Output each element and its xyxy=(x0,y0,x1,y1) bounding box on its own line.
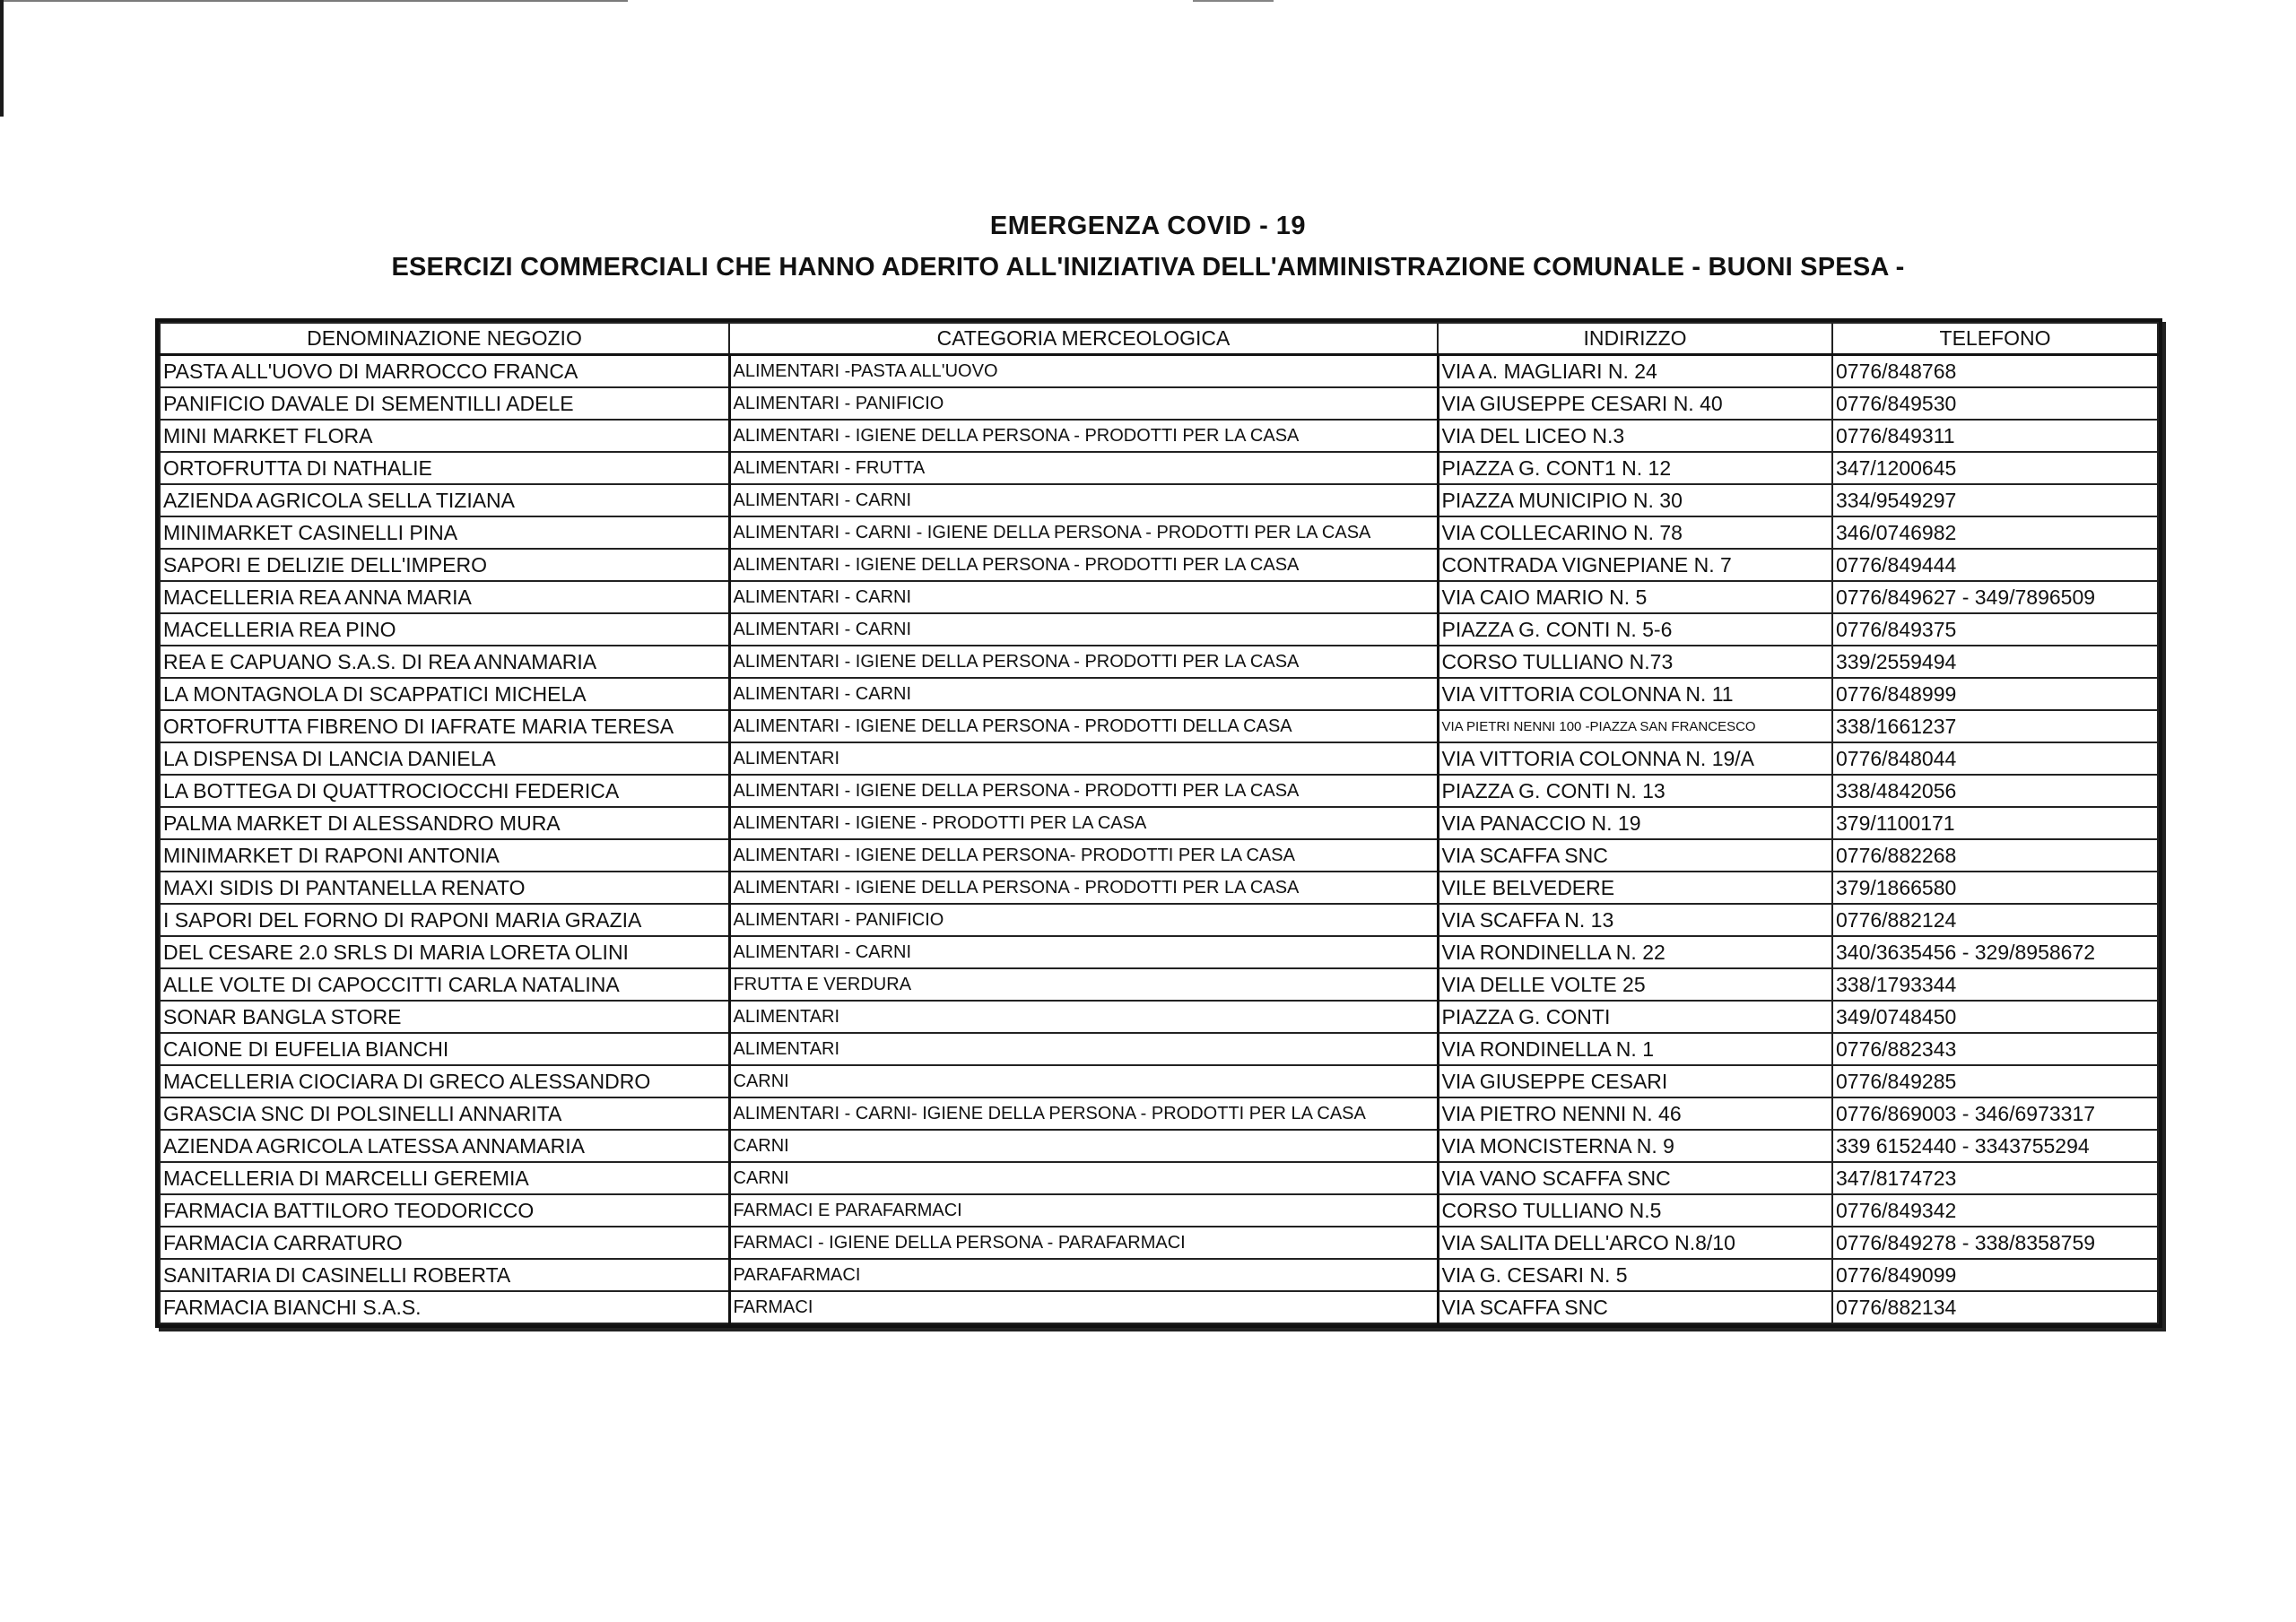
address-cell: CORSO TULLIANO N.73 xyxy=(1438,646,1832,678)
shop-name-cell: FARMACIA CARRATURO xyxy=(160,1227,729,1259)
address-cell: VIA DELLE VOLTE 25 xyxy=(1438,968,1832,1001)
phone-cell: 0776/882124 xyxy=(1832,904,2158,936)
document-subtitle: ESERCIZI COMMERCIALI CHE HANNO ADERITO ALL'INIZIATIVA DELL'AMMINISTRAZIONE COMUNALE - BUONI SPESA - xyxy=(391,253,1905,282)
phone-cell: 0776/849099 xyxy=(1832,1259,2158,1291)
address-cell: VIA G. CESARI N. 5 xyxy=(1438,1259,1832,1291)
table-row xyxy=(160,1259,2158,1291)
address-cell: PIAZZA G. CONTI N. 5-6 xyxy=(1438,613,1832,646)
address-cell: CORSO TULLIANO N.5 xyxy=(1438,1194,1832,1227)
table-row xyxy=(160,1130,2158,1162)
category-cell: ALIMENTARI - PANIFICIO xyxy=(729,904,1438,936)
category-cell: CARNI xyxy=(729,1130,1438,1162)
shop-name-cell: GRASCIA SNC DI POLSINELLI ANNARITA xyxy=(160,1097,729,1130)
shop-name-cell: SONAR BANGLA STORE xyxy=(160,1001,729,1033)
table-row xyxy=(160,839,2158,872)
table-row xyxy=(160,613,2158,646)
shop-name-cell: MACELLERIA REA ANNA MARIA xyxy=(160,581,729,613)
address-cell: VIA DEL LICEO N.3 xyxy=(1438,420,1832,452)
table-row xyxy=(160,484,2158,516)
phone-cell: 0776/848999 xyxy=(1832,678,2158,710)
phone-cell: 0776/882134 xyxy=(1832,1291,2158,1323)
shop-name-cell: MINIMARKET DI RAPONI ANTONIA xyxy=(160,839,729,872)
phone-cell: 0776/849530 xyxy=(1832,387,2158,420)
address-cell: VIA PIETRI NENNI 100 -PIAZZA SAN FRANCESCO xyxy=(1438,710,1832,742)
address-cell: VIA CAIO MARIO N. 5 xyxy=(1438,581,1832,613)
column-header-name: DENOMINAZIONE NEGOZIO xyxy=(160,323,729,355)
shop-name-cell: ALLE VOLTE DI CAPOCCITTI CARLA NATALINA xyxy=(160,968,729,1001)
table-header-row xyxy=(160,323,2158,355)
shops-table xyxy=(159,322,2159,1324)
shop-name-cell: SANITARIA DI CASINELLI ROBERTA xyxy=(160,1259,729,1291)
phone-cell: 0776/849444 xyxy=(1832,549,2158,581)
shop-name-cell: FARMACIA BIANCHI S.A.S. xyxy=(160,1291,729,1323)
category-cell: PARAFARMACI xyxy=(729,1259,1438,1291)
table-row xyxy=(160,549,2158,581)
category-cell: ALIMENTARI - CARNI - IGIENE DELLA PERSONA - PRODOTTI PER LA CASA xyxy=(729,516,1438,549)
shop-name-cell: CAIONE DI EUFELIA BIANCHI xyxy=(160,1033,729,1065)
category-cell: FRUTTA E VERDURA xyxy=(729,968,1438,1001)
shop-name-cell: MACELLERIA CIOCIARA DI GRECO ALESSANDRO xyxy=(160,1065,729,1097)
category-cell: ALIMENTARI - IGIENE DELLA PERSONA - PRODOTTI PER LA CASA xyxy=(729,872,1438,904)
table-row xyxy=(160,904,2158,936)
address-cell: VILE BELVEDERE xyxy=(1438,872,1832,904)
shop-name-cell: ORTOFRUTTA FIBRENO DI IAFRATE MARIA TERESA xyxy=(160,710,729,742)
category-cell: ALIMENTARI - IGIENE - PRODOTTI PER LA CASA xyxy=(729,807,1438,839)
phone-cell: 0776/849375 xyxy=(1832,613,2158,646)
address-cell: PIAZZA MUNICIPIO N. 30 xyxy=(1438,484,1832,516)
column-header-phone: TELEFONO xyxy=(1832,323,2158,355)
category-cell: ALIMENTARI xyxy=(729,742,1438,775)
category-cell: ALIMENTARI xyxy=(729,1001,1438,1033)
table-row xyxy=(160,1033,2158,1065)
category-cell: ALIMENTARI - CARNI xyxy=(729,936,1438,968)
category-cell: ALIMENTARI -PASTA ALL'UOVO xyxy=(729,355,1438,388)
shop-name-cell: PALMA MARKET DI ALESSANDRO MURA xyxy=(160,807,729,839)
phone-cell: 0776/848768 xyxy=(1832,355,2158,388)
shop-name-cell: I SAPORI DEL FORNO DI RAPONI MARIA GRAZIA xyxy=(160,904,729,936)
shop-name-cell: SAPORI E DELIZIE DELL'IMPERO xyxy=(160,549,729,581)
scan-edge-top xyxy=(0,0,2296,2)
category-cell: ALIMENTARI - IGIENE DELLA PERSONA - PRODOTTI PER LA CASA xyxy=(729,775,1438,807)
table-row xyxy=(160,452,2158,484)
phone-cell: 347/1200645 xyxy=(1832,452,2158,484)
table-row xyxy=(160,420,2158,452)
shop-name-cell: MACELLERIA DI MARCELLI GEREMIA xyxy=(160,1162,729,1194)
column-header-address: INDIRIZZO xyxy=(1438,323,1832,355)
shop-name-cell: MINI MARKET FLORA xyxy=(160,420,729,452)
address-cell: VIA SCAFFA SNC xyxy=(1438,1291,1832,1323)
phone-cell: 339/2559494 xyxy=(1832,646,2158,678)
address-cell: VIA PIETRO NENNI N. 46 xyxy=(1438,1097,1832,1130)
table-row xyxy=(160,1065,2158,1097)
category-cell: ALIMENTARI - CARNI xyxy=(729,581,1438,613)
category-cell: ALIMENTARI - PANIFICIO xyxy=(729,387,1438,420)
address-cell: VIA RONDINELLA N. 22 xyxy=(1438,936,1832,968)
phone-cell: 0776/848044 xyxy=(1832,742,2158,775)
category-cell: FARMACI - IGIENE DELLA PERSONA - PARAFARMACI xyxy=(729,1227,1438,1259)
phone-cell: 0776/882343 xyxy=(1832,1033,2158,1065)
table-row xyxy=(160,775,2158,807)
category-cell: ALIMENTARI - IGIENE DELLA PERSONA- PRODOTTI PER LA CASA xyxy=(729,839,1438,872)
shops-table-frame xyxy=(155,318,2162,1328)
phone-cell: 0776/849342 xyxy=(1832,1194,2158,1227)
category-cell: FARMACI xyxy=(729,1291,1438,1323)
shop-name-cell: PANIFICIO DAVALE DI SEMENTILLI ADELE xyxy=(160,387,729,420)
phone-cell: 340/3635456 - 329/8958672 xyxy=(1832,936,2158,968)
address-cell: VIA SCAFFA N. 13 xyxy=(1438,904,1832,936)
column-header-category: CATEGORIA MERCEOLOGICA xyxy=(729,323,1438,355)
phone-cell: 347/8174723 xyxy=(1832,1162,2158,1194)
address-cell: VIA COLLECARINO N. 78 xyxy=(1438,516,1832,549)
address-cell: PIAZZA G. CONTI xyxy=(1438,1001,1832,1033)
address-cell: VIA VITTORIA COLONNA N. 11 xyxy=(1438,678,1832,710)
shop-name-cell: LA BOTTEGA DI QUATTROCIOCCHI FEDERICA xyxy=(160,775,729,807)
shop-name-cell: LA DISPENSA DI LANCIA DANIELA xyxy=(160,742,729,775)
phone-cell: 338/4842056 xyxy=(1832,775,2158,807)
table-row xyxy=(160,1291,2158,1323)
address-cell: VIA GIUSEPPE CESARI N. 40 xyxy=(1438,387,1832,420)
table-row xyxy=(160,710,2158,742)
table-row xyxy=(160,581,2158,613)
phone-cell: 338/1793344 xyxy=(1832,968,2158,1001)
shop-name-cell: LA MONTAGNOLA DI SCAPPATICI MICHELA xyxy=(160,678,729,710)
category-cell: ALIMENTARI - IGIENE DELLA PERSONA - PRODOTTI PER LA CASA xyxy=(729,646,1438,678)
scan-edge-left xyxy=(0,0,4,117)
category-cell: CARNI xyxy=(729,1162,1438,1194)
table-row xyxy=(160,872,2158,904)
address-cell: PIAZZA G. CONTI N. 13 xyxy=(1438,775,1832,807)
category-cell: ALIMENTARI xyxy=(729,1033,1438,1065)
table-row xyxy=(160,1097,2158,1130)
shop-name-cell: MAXI SIDIS DI PANTANELLA RENATO xyxy=(160,872,729,904)
category-cell: CARNI xyxy=(729,1065,1438,1097)
category-cell: ALIMENTARI - CARNI xyxy=(729,484,1438,516)
table-row xyxy=(160,646,2158,678)
table-row xyxy=(160,1194,2158,1227)
table-row xyxy=(160,742,2158,775)
phone-cell: 379/1100171 xyxy=(1832,807,2158,839)
address-cell: VIA VITTORIA COLONNA N. 19/A xyxy=(1438,742,1832,775)
category-cell: ALIMENTARI - CARNI- IGIENE DELLA PERSONA - PRODOTTI PER LA CASA xyxy=(729,1097,1438,1130)
category-cell: ALIMENTARI - IGIENE DELLA PERSONA - PRODOTTI PER LA CASA xyxy=(729,549,1438,581)
shop-name-cell: ORTOFRUTTA DI NATHALIE xyxy=(160,452,729,484)
phone-cell: 0776/849278 - 338/8358759 xyxy=(1832,1227,2158,1259)
category-cell: ALIMENTARI - CARNI xyxy=(729,678,1438,710)
shop-name-cell: MINIMARKET CASINELLI PINA xyxy=(160,516,729,549)
table-row xyxy=(160,936,2158,968)
shop-name-cell: MACELLERIA REA PINO xyxy=(160,613,729,646)
phone-cell: 334/9549297 xyxy=(1832,484,2158,516)
shop-name-cell: DEL CESARE 2.0 SRLS DI MARIA LORETA OLINI xyxy=(160,936,729,968)
phone-cell: 0776/882268 xyxy=(1832,839,2158,872)
address-cell: VIA VANO SCAFFA SNC xyxy=(1438,1162,1832,1194)
category-cell: ALIMENTARI - CARNI xyxy=(729,613,1438,646)
address-cell: VIA PANACCIO N. 19 xyxy=(1438,807,1832,839)
address-cell: VIA A. MAGLIARI N. 24 xyxy=(1438,355,1832,388)
shop-name-cell: PASTA ALL'UOVO DI MARROCCO FRANCA xyxy=(160,355,729,388)
phone-cell: 349/0748450 xyxy=(1832,1001,2158,1033)
address-cell: VIA GIUSEPPE CESARI xyxy=(1438,1065,1832,1097)
table-row xyxy=(160,678,2158,710)
address-cell: VIA RONDINELLA N. 1 xyxy=(1438,1033,1832,1065)
shop-name-cell: AZIENDA AGRICOLA LATESSA ANNAMARIA xyxy=(160,1130,729,1162)
phone-cell: 0776/849627 - 349/7896509 xyxy=(1832,581,2158,613)
shop-name-cell: FARMACIA BATTILORO TEODORICCO xyxy=(160,1194,729,1227)
address-cell: VIA SCAFFA SNC xyxy=(1438,839,1832,872)
phone-cell: 0776/849285 xyxy=(1832,1065,2158,1097)
table-row xyxy=(160,1162,2158,1194)
address-cell: VIA MONCISTERNA N. 9 xyxy=(1438,1130,1832,1162)
address-cell: CONTRADA VIGNEPIANE N. 7 xyxy=(1438,549,1832,581)
table-row xyxy=(160,516,2158,549)
table-body xyxy=(160,355,2158,1324)
phone-cell: 338/1661237 xyxy=(1832,710,2158,742)
phone-cell: 339 6152440 - 3343755294 xyxy=(1832,1130,2158,1162)
category-cell: ALIMENTARI - FRUTTA xyxy=(729,452,1438,484)
phone-cell: 379/1866580 xyxy=(1832,872,2158,904)
table-row xyxy=(160,807,2158,839)
table-row xyxy=(160,355,2158,388)
address-cell: VIA SALITA DELL'ARCO N.8/10 xyxy=(1438,1227,1832,1259)
document-title: EMERGENZA COVID - 19 xyxy=(989,212,1307,240)
table-row xyxy=(160,387,2158,420)
table-row xyxy=(160,1001,2158,1033)
shop-name-cell: AZIENDA AGRICOLA SELLA TIZIANA xyxy=(160,484,729,516)
table-row xyxy=(160,1227,2158,1259)
category-cell: FARMACI E PARAFARMACI xyxy=(729,1194,1438,1227)
shop-name-cell: REA E CAPUANO S.A.S. DI REA ANNAMARIA xyxy=(160,646,729,678)
category-cell: ALIMENTARI - IGIENE DELLA PERSONA - PRODOTTI PER LA CASA xyxy=(729,420,1438,452)
phone-cell: 0776/849311 xyxy=(1832,420,2158,452)
phone-cell: 0776/869003 - 346/6973317 xyxy=(1832,1097,2158,1130)
address-cell: PIAZZA G. CONT1 N. 12 xyxy=(1438,452,1832,484)
table-row xyxy=(160,968,2158,1001)
category-cell: ALIMENTARI - IGIENE DELLA PERSONA - PRODOTTI DELLA CASA xyxy=(729,710,1438,742)
phone-cell: 346/0746982 xyxy=(1832,516,2158,549)
